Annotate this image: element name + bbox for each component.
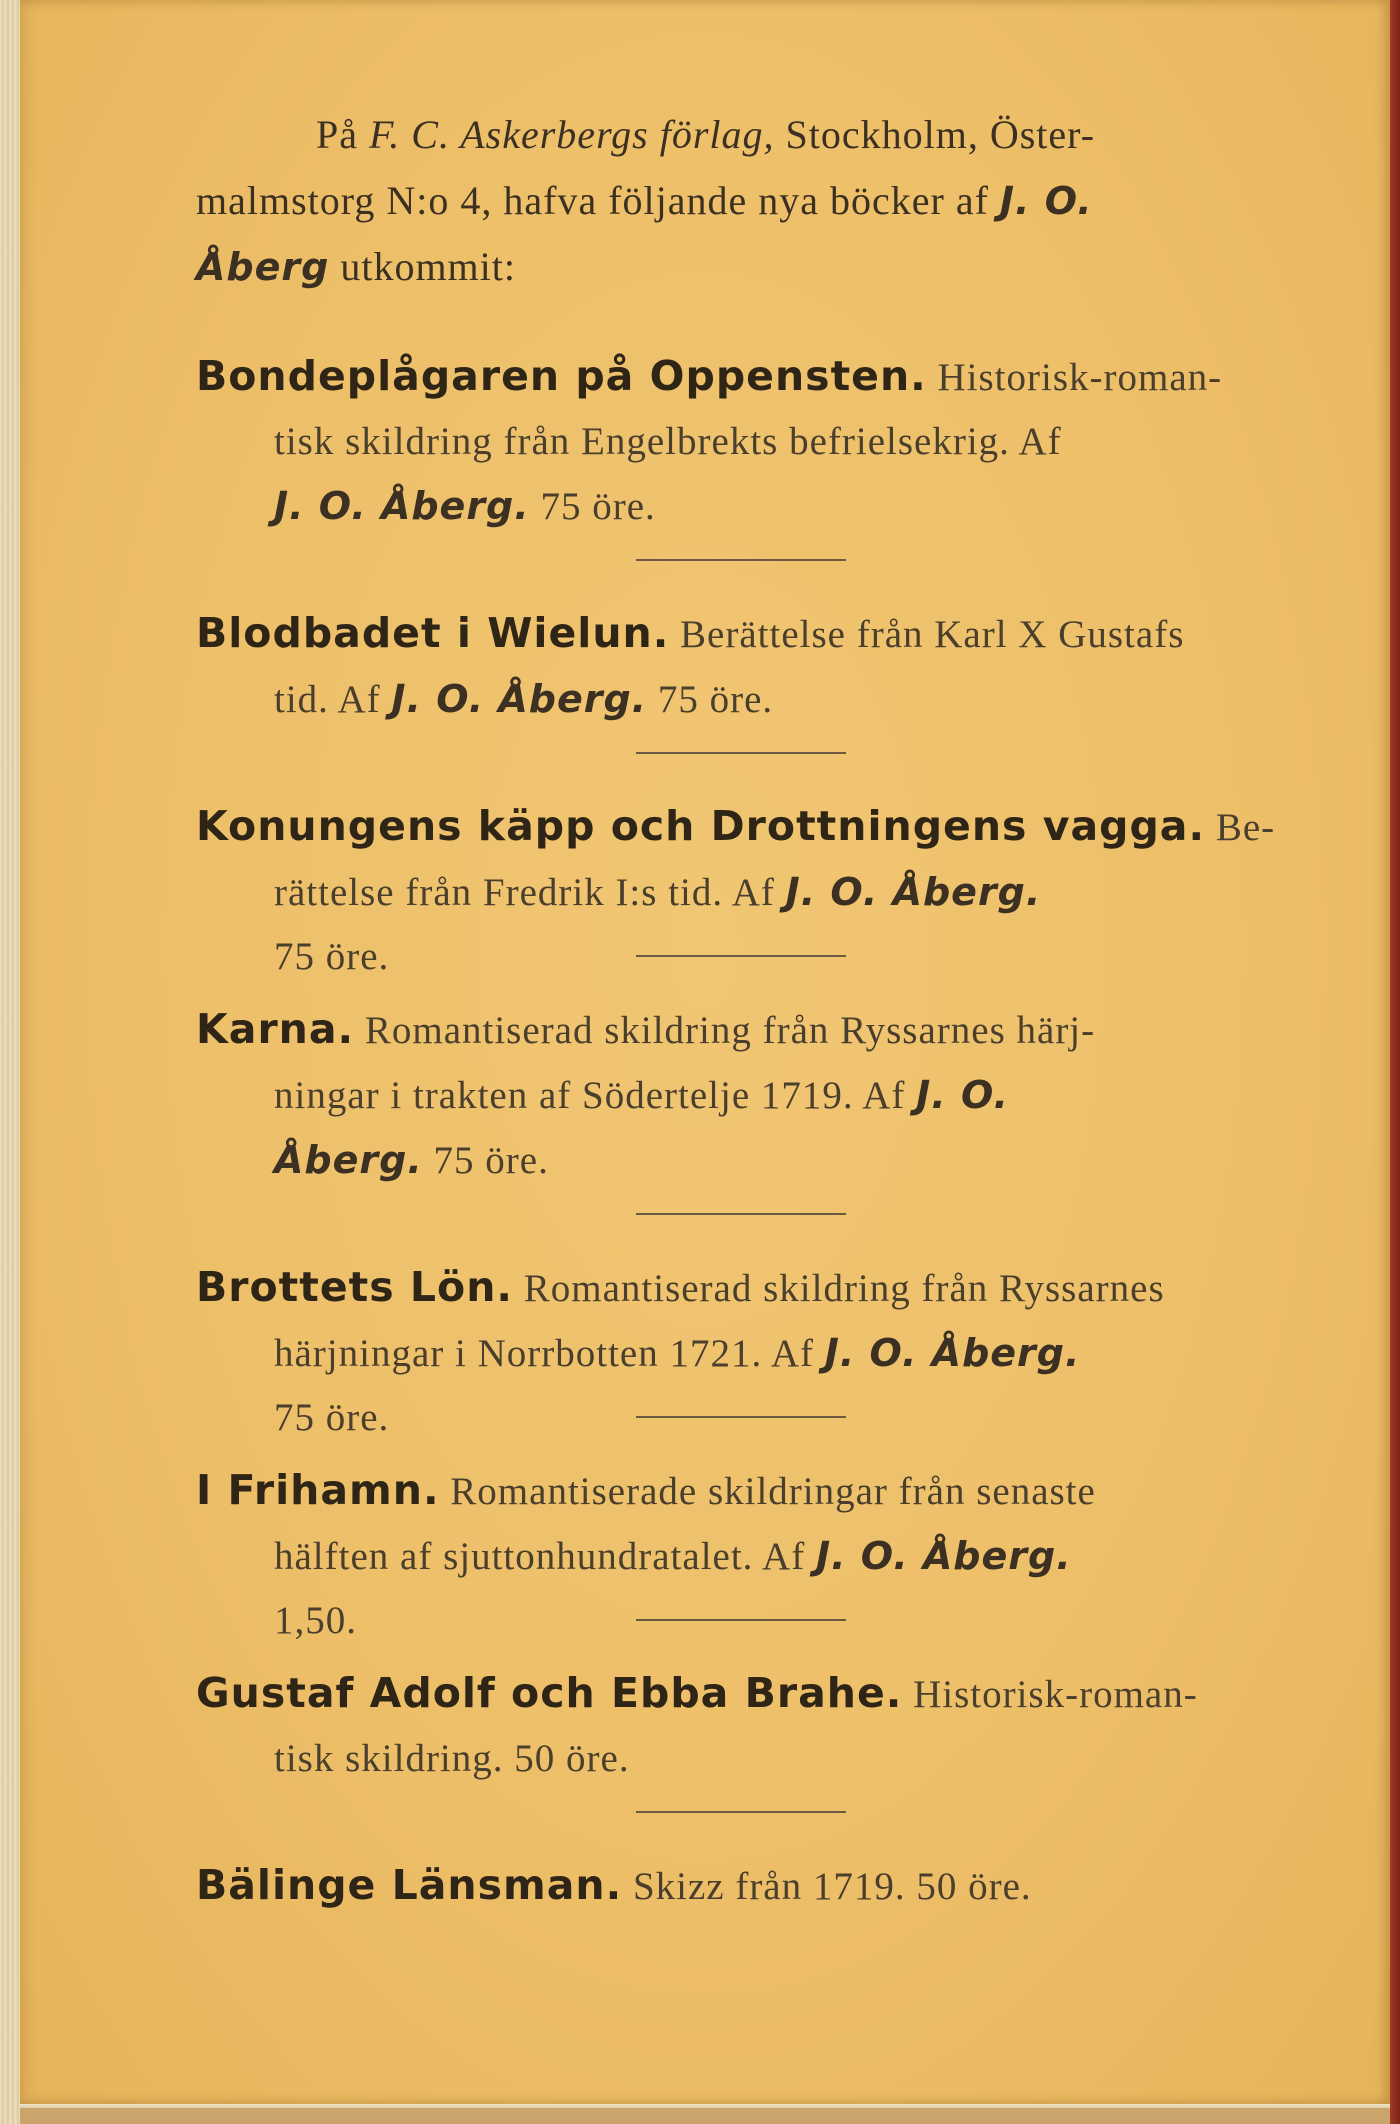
divider-rule <box>636 1619 846 1621</box>
entry-first-line <box>196 601 1316 667</box>
book-description: tid. Af <box>274 678 392 721</box>
book-entry <box>196 1458 1316 1653</box>
book-price: 75 öre. <box>422 1139 549 1182</box>
intro-text: malmstorg N:o 4, hafva följande nya böcker af <box>196 178 1000 223</box>
entry-first-line <box>196 997 1316 1063</box>
author-name: J. O. Åberg. <box>824 1331 1081 1375</box>
book-description: tisk skildring från Engelbrekts befrielsekrig. Af <box>274 420 1062 463</box>
entry-line <box>196 1524 1316 1589</box>
book-title: Blodbadet i Wielun. <box>196 609 670 657</box>
author-name: J. O. <box>916 1073 1009 1117</box>
book-description: hälften af sjuttonhundratalet. Af <box>274 1535 816 1578</box>
book-description: Be- <box>1205 806 1276 849</box>
book-page <box>20 0 1390 2104</box>
book-description: Berättelse från Karl X Gustafs <box>669 613 1185 656</box>
book-price: 1,50. <box>274 1599 357 1642</box>
book-title: Gustaf Adolf och Ebba Brahe. <box>196 1669 903 1717</box>
divider-rule <box>636 1416 846 1418</box>
author-name: Åberg <box>196 245 330 289</box>
book-description: ningar i trakten af Södertelje 1719. Af <box>274 1074 917 1117</box>
entry-first-line <box>196 1458 1316 1524</box>
entry-line <box>196 1321 1316 1386</box>
author-name: J. O. Åberg. <box>391 677 648 721</box>
entry-first-line <box>196 1255 1316 1321</box>
advertisement-text <box>196 102 1316 1919</box>
book-entry <box>196 1255 1316 1450</box>
book-entry <box>196 1661 1316 1791</box>
page-stack-edge <box>0 2108 1400 2124</box>
book-price: 75 öre. <box>274 935 390 978</box>
intro-prefix: På <box>316 112 369 157</box>
book-title: I Frihamn. <box>196 1466 440 1514</box>
intro-text: Stockholm, Öster- <box>774 112 1096 157</box>
page-edges <box>0 0 20 2124</box>
book-description: Historisk-roman- <box>902 1673 1198 1716</box>
entry-first-line <box>196 794 1316 860</box>
book-price: 75 öre. <box>529 485 656 528</box>
book-entry <box>196 794 1316 989</box>
divider-rule <box>636 1811 846 1813</box>
book-cover-edge <box>1390 0 1400 2124</box>
entry-line <box>196 1128 1316 1193</box>
book-entry <box>196 997 1316 1193</box>
publisher-name: F. C. Askerbergs förlag, <box>369 112 775 157</box>
book-title: Bälinge Länsman. <box>196 1861 623 1909</box>
author-name: J. O. Åberg. <box>785 870 1042 914</box>
entry-first-line <box>196 1853 1316 1919</box>
book-price: 75 öre. <box>647 678 774 721</box>
intro-line <box>196 168 1316 234</box>
divider-rule <box>636 752 846 754</box>
author-name: J. O. Åberg. <box>815 1534 1072 1578</box>
divider-rule <box>636 559 846 561</box>
entry-first-line <box>196 344 1316 410</box>
book-entry <box>196 1853 1316 1919</box>
intro-paragraph <box>196 102 1316 300</box>
book-entry <box>196 601 1316 732</box>
book-description: Romantiserad skildring från Ryssarnes härj- <box>354 1009 1096 1052</box>
intro-line <box>196 102 1316 168</box>
book-description: härjningar i Norrbotten 1721. Af <box>274 1332 825 1375</box>
divider-rule <box>636 955 846 957</box>
author-name: J. O. Åberg. <box>274 484 530 528</box>
intro-line <box>196 234 1316 300</box>
entry-line <box>196 474 1316 539</box>
book-entry <box>196 344 1316 539</box>
author-name: Åberg. <box>274 1138 423 1182</box>
book-description: rättelse från Fredrik I:s tid. Af <box>274 871 786 914</box>
entry-line <box>196 667 1316 732</box>
entry-line <box>196 860 1316 925</box>
book-description: tisk skildring. 50 öre. <box>274 1737 630 1780</box>
book-price: 75 öre. <box>274 1396 390 1439</box>
book-title: Brottets Lön. <box>196 1263 513 1311</box>
book-description: Historisk-roman- <box>926 356 1223 399</box>
book-description: Romantiserade skildringar från senaste <box>439 1470 1096 1513</box>
book-title: Karna. <box>196 1005 355 1053</box>
divider-rule <box>636 1213 846 1215</box>
book-title: Bondeplågaren på Oppensten. <box>196 352 927 400</box>
entry-line <box>196 1063 1316 1128</box>
entry-first-line <box>196 1661 1316 1727</box>
book-description: Skizz från 1719. 50 öre. <box>622 1865 1032 1908</box>
book-description: Romantiserad skildring från Ryssarnes <box>512 1267 1165 1310</box>
author-name: J. O. <box>999 179 1093 223</box>
book-title: Konungens käpp och Drottningens vagga. <box>196 802 1206 850</box>
intro-text: utkommit: <box>329 244 517 289</box>
